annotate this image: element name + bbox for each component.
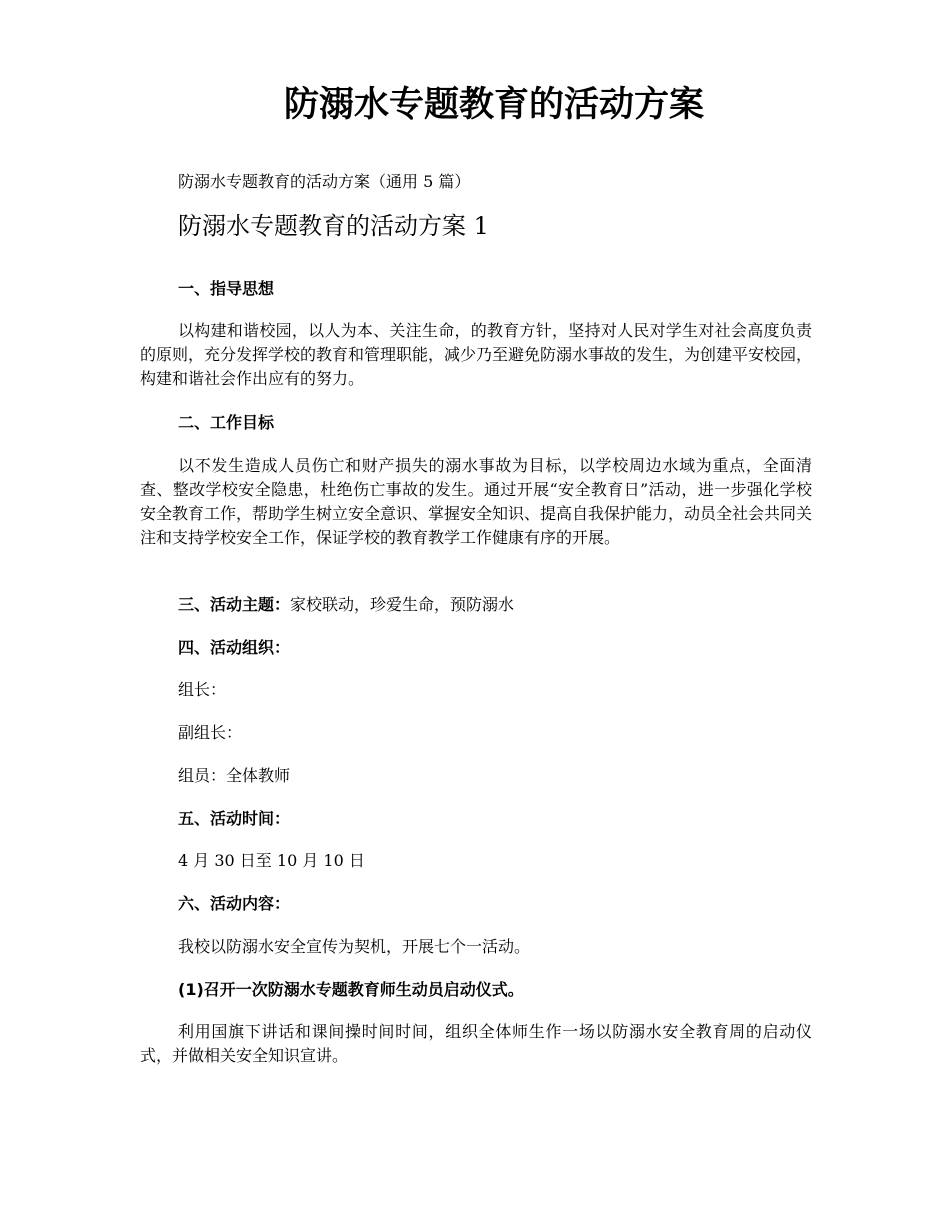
leader-line: 组长： <box>178 680 227 699</box>
heading-activity-time: 五、活动时间： <box>178 809 291 828</box>
heading-activity-organization: 四、活动组织： <box>178 638 291 657</box>
document-subtitle: 防溺水专题教育的活动方案（通用 5 篇） <box>178 172 471 191</box>
section-title: 防溺水专题教育的活动方案 1 <box>178 212 489 240</box>
heading-activity-content: 六、活动内容： <box>178 894 291 913</box>
heading-activity-theme <box>178 593 514 617</box>
activity-content-intro: 我校以防溺水安全宣传为契机，开展七个一活动。 <box>178 937 531 956</box>
heading-work-goals: 二、工作目标 <box>178 413 275 432</box>
paragraph-work-goals: 以不发生造成人员伤亡和财产损失的溺水事故为目标，以学校周边水域为重点，全面清查、整改学校安全隐患，杜绝伤亡事故的发生。通过开展“安全教育日”活动，进一步强化学校安全教育工作，帮助学生树立安全意识、掌握安全知识、提高自我保护能力，动员全社会共同关注和支持学校安全工作，保证学校的教育教学工作健康有序的开展。 <box>140 456 813 547</box>
activity-theme-text: 家校联动，珍爱生命，预防溺水 <box>290 595 515 614</box>
activity-time-line: 4 月 30 日至 10 月 10 日 <box>178 851 365 870</box>
paragraph-item-1: 利用国旗下讲话和课间操时间时间，组织全体师生作一场以防溺水安全教育周的启动仪式，并做相关安全知识宣讲。 <box>140 1022 812 1065</box>
members-line: 组员：全体教师 <box>178 766 291 785</box>
heading-activity-theme-label: 三、活动主题： <box>178 595 291 614</box>
heading-guiding-ideology: 一、指导思想 <box>178 279 275 298</box>
vice-leader-line: 副组长： <box>178 723 243 742</box>
item-1-heading: (1)召开一次防溺水专题教育师生动员启动仪式。 <box>178 980 524 999</box>
document-title: 防溺水专题教育的活动方案 <box>283 84 704 125</box>
paragraph-guiding-ideology: 以构建和谐校园，以人为本、关注生命，的教育方针，坚持对人民对学生对社会高度负责的原则，充分发挥学校的教育和管理职能，减少乃至避免防溺水事故的发生，为创建平安校园，构建和谐社会作出应有的努力。 <box>140 321 813 388</box>
